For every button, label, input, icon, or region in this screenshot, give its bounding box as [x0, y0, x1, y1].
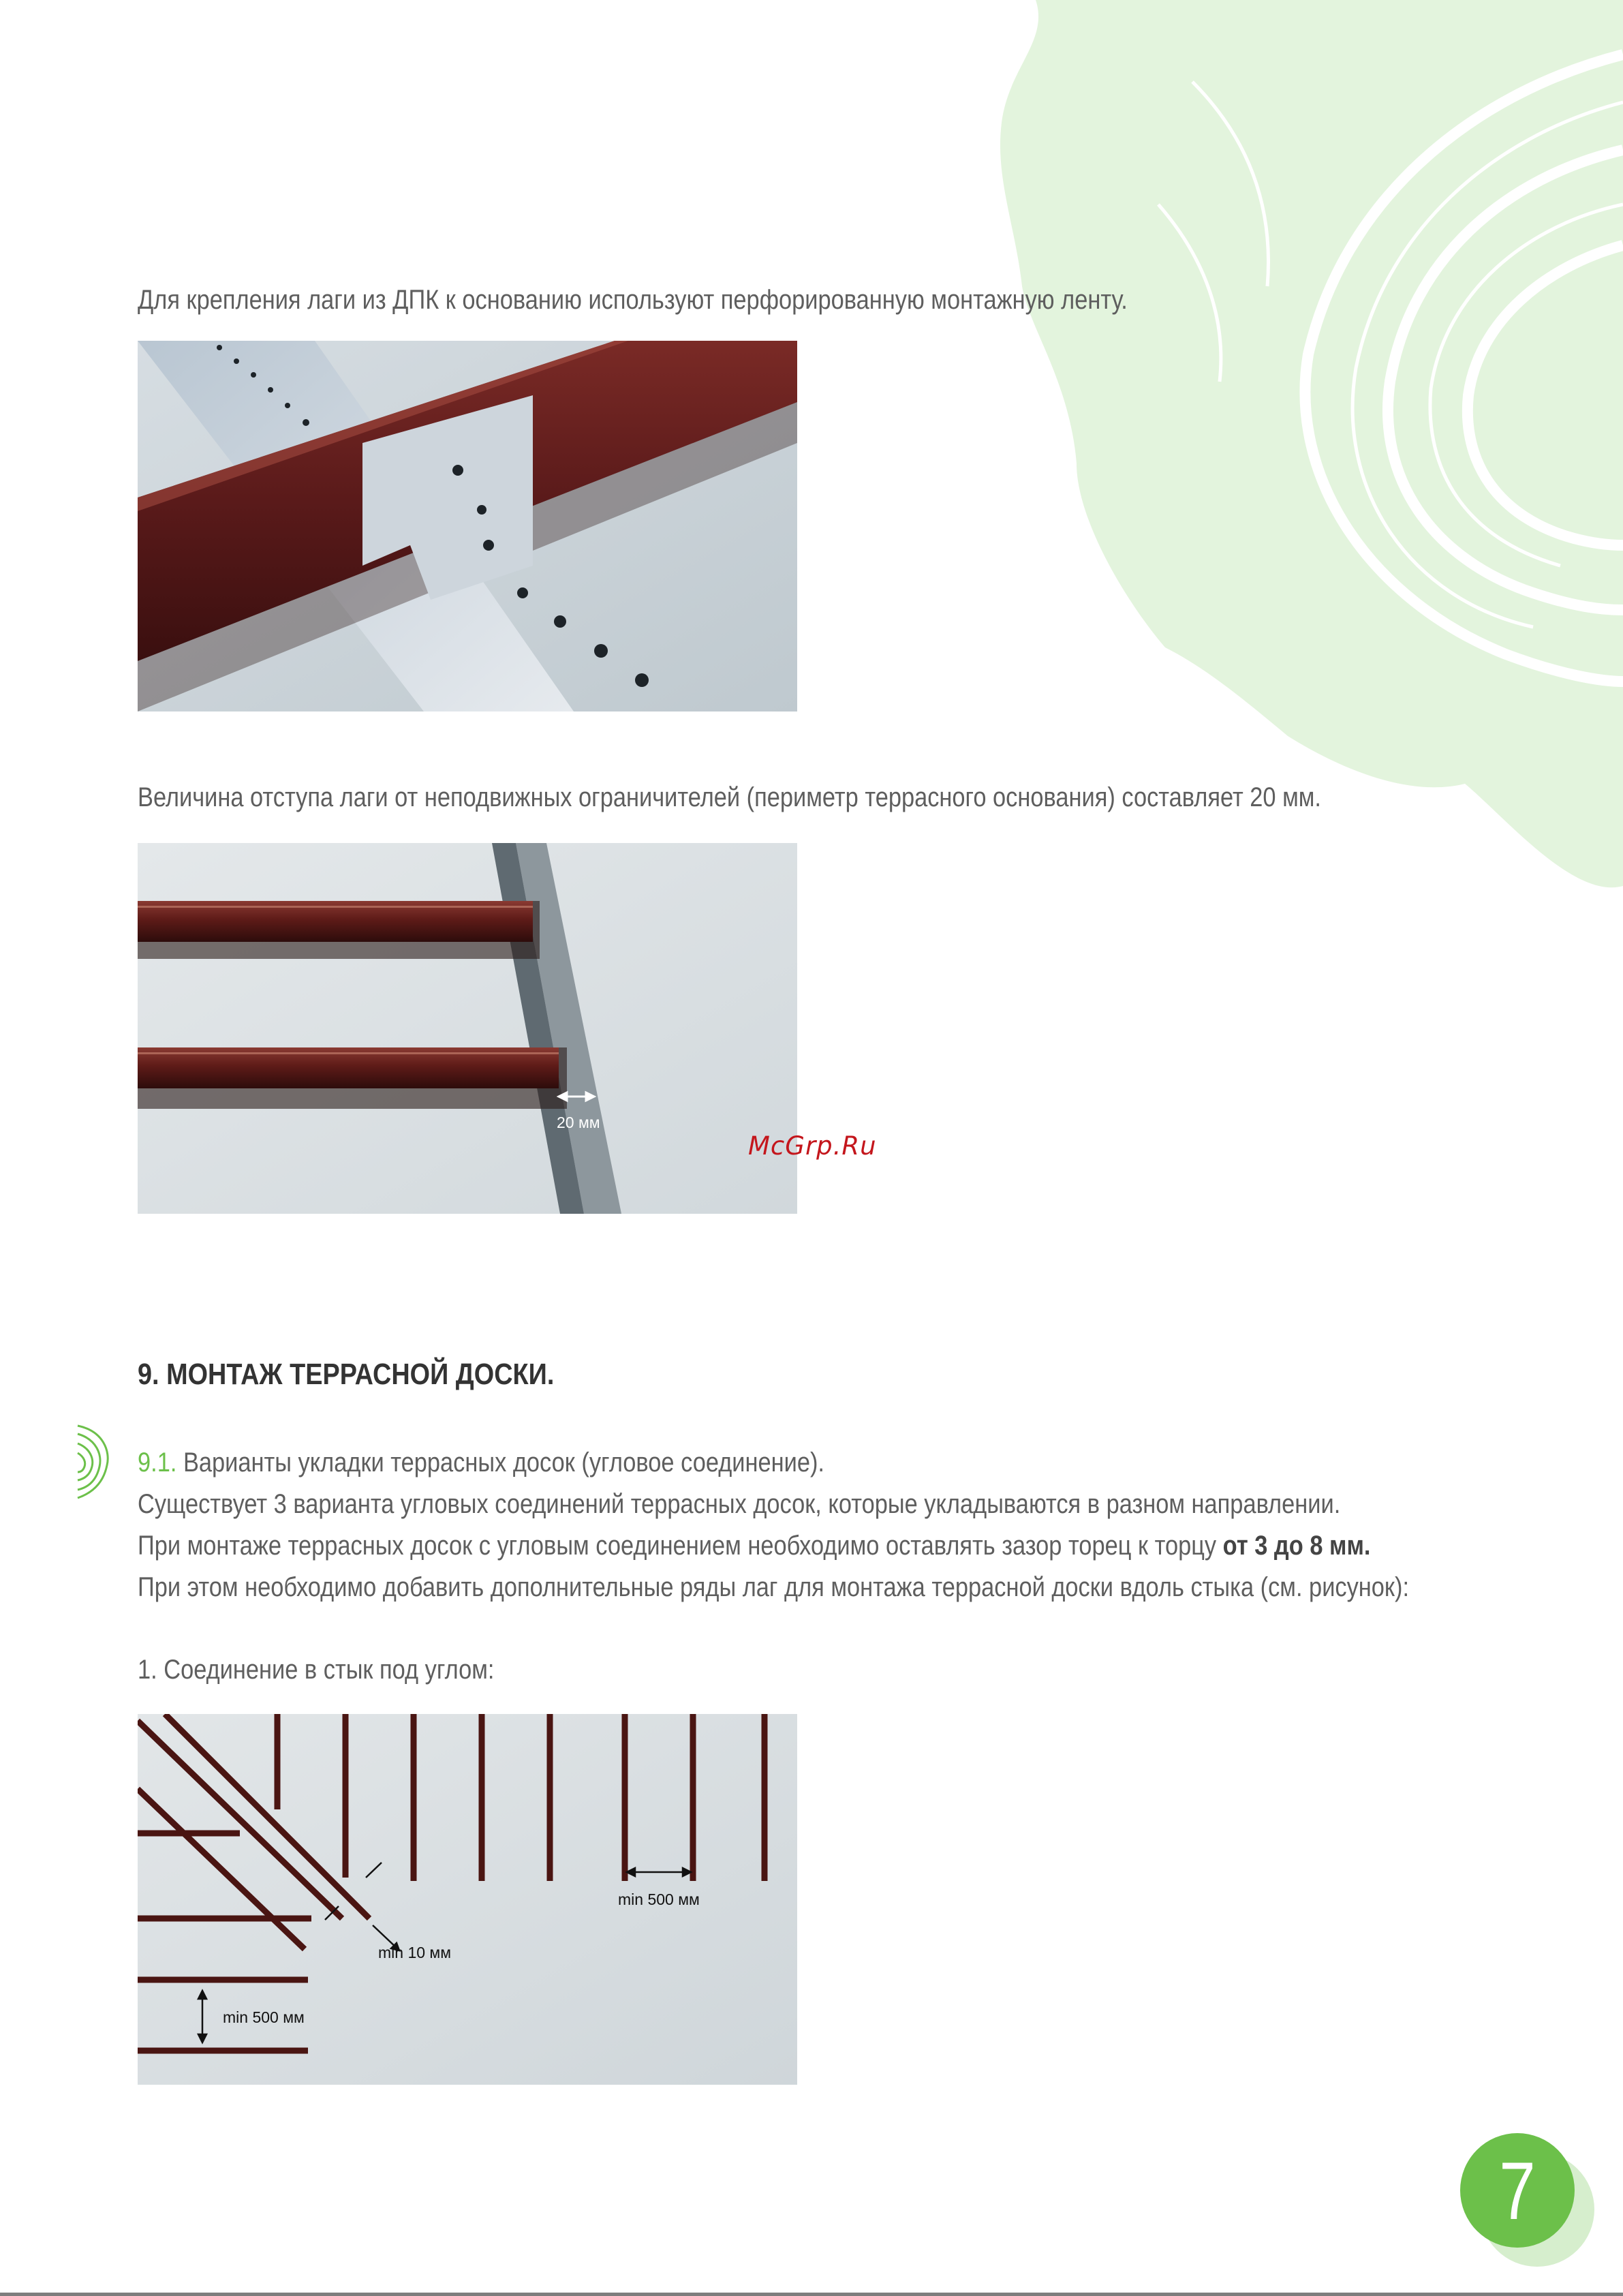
- watermark: McGrp.Ru: [748, 1131, 877, 1161]
- subsection-title: Варианты укладки террасных досок (угловое соединение).: [183, 1448, 825, 1478]
- bottom-divider: [0, 2293, 1623, 2296]
- section-title: 9. МОНТАЖ ТЕРРАСНОЙ ДОСКИ.: [138, 1358, 555, 1391]
- subsection-line-2: Существует 3 варианта угловых соединений террасных досок, которые укладываются в разном направлении.: [138, 1489, 1341, 1519]
- subsection-number: 9.1.: [138, 1448, 177, 1478]
- ring-bullet-icon: [76, 1424, 112, 1499]
- intro-text-mounting-tape: Для крепления лаги из ДПК к основанию используют перфорированную монтажную ленту.: [138, 285, 1128, 315]
- subsection-line-3: [138, 1525, 1370, 1567]
- variant-1-title: 1. Соединение в стык под углом:: [138, 1655, 495, 1685]
- subsection-line-1: [138, 1442, 824, 1484]
- intro-text-offset: Величина отступа лаги от неподвижных ограничителей (периметр террасного основания) составляет 20 мм.: [138, 782, 1321, 812]
- gap-text: При монтаже террасных досок с угловым соединением необходимо оставлять зазор торец к торцу: [138, 1531, 1217, 1561]
- spacing-bottom-label: min 500 мм: [223, 2008, 305, 2026]
- photo-perforated-tape: [138, 341, 797, 711]
- figure-angled-joint: [138, 1714, 797, 2085]
- gap-min-label: min 10 мм: [378, 1944, 452, 1961]
- offset-20mm-label: 20 мм: [557, 1114, 600, 1131]
- subsection-line-4: При этом необходимо добавить дополнительные ряды лаг для монтажа террасной доски вдоль стыка (см. рисунок):: [138, 1572, 1409, 1602]
- page-number: 7: [1499, 2145, 1536, 2237]
- photo-joist-offset: [138, 843, 797, 1214]
- gap-value: от 3 до 8 мм.: [1222, 1531, 1371, 1561]
- spacing-top-label: min 500 мм: [618, 1891, 700, 1908]
